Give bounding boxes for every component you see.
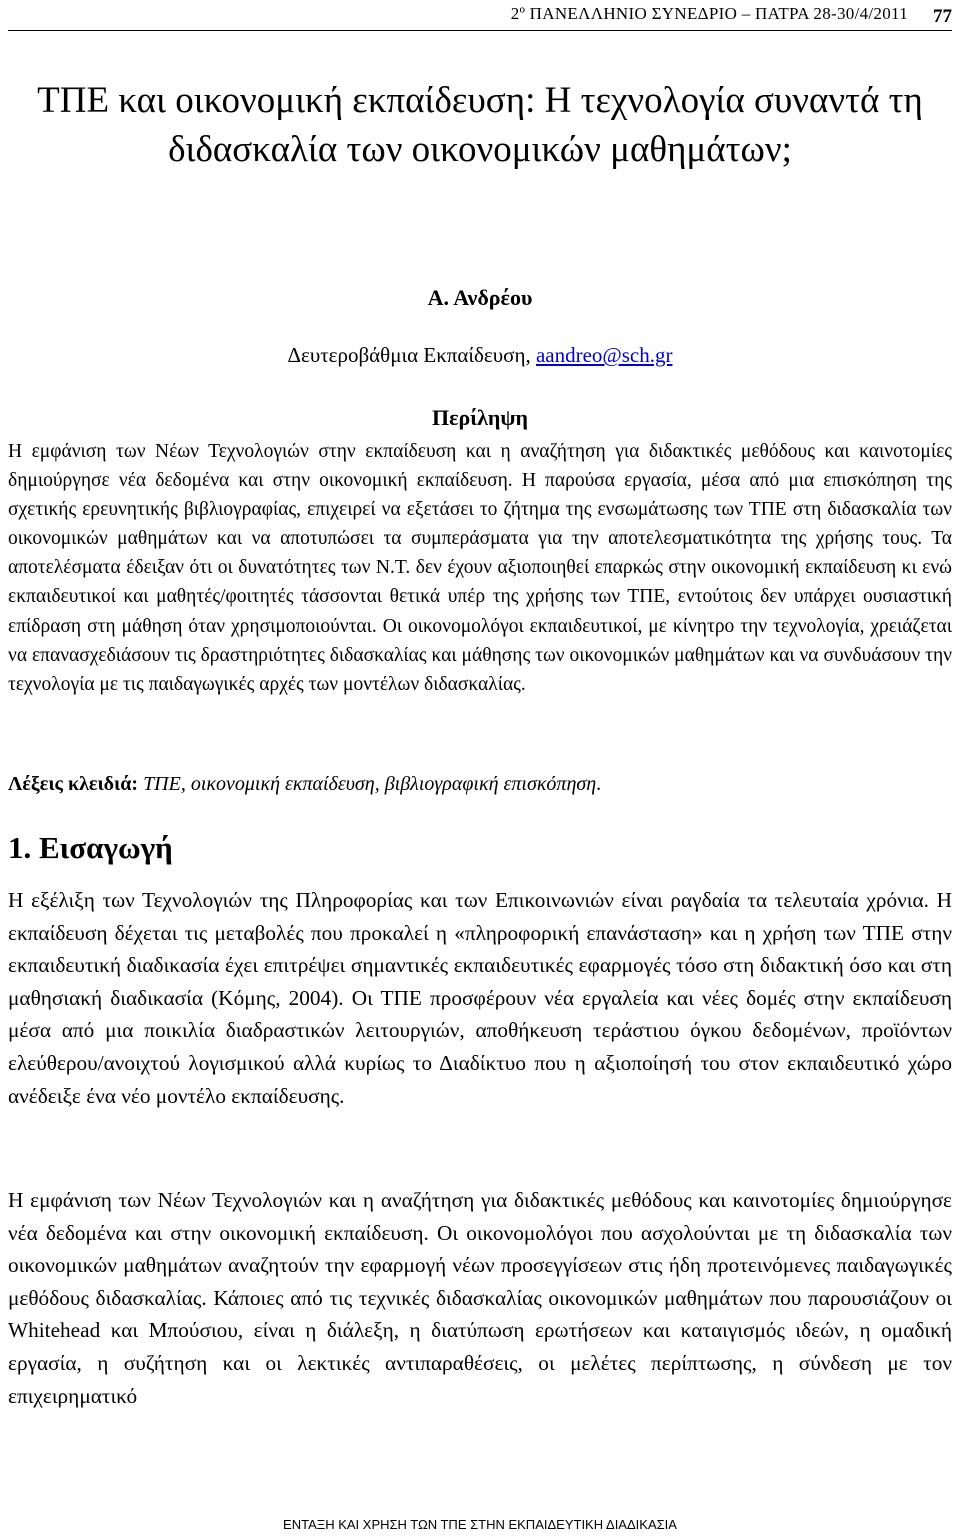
- paper-page: [8, 0, 952, 1536]
- section-heading: 1. Εισαγωγή: [8, 830, 173, 865]
- keywords-text: ΤΠΕ, οικονομική εκπαίδευση, βιβλιογραφική επισκόπηση: [143, 773, 597, 795]
- abstract-heading: Περίληψη: [431, 405, 529, 430]
- affiliation-text: Δευτεροβάθμια Εκπαίδευση,: [287, 343, 536, 367]
- running-footer: ΕΝΤΑΞΗ ΚΑΙ ΧΡΗΣΗ ΤΩΝ ΤΠΕ ΣΤΗΝ ΕΚΠΑΙΔΕΥΤΙΚΗ ΔΙΑΔΙΚΑΣΙΑ: [283, 1517, 677, 1532]
- body-paragraph: Η εμφάνιση των Νέων Τεχνολογιών και η αναζήτηση για διδακτικές μεθόδους και καινοτομίες δημιούργησε νέα δεδομένα και στην οικονομική εκπαίδευση. Οι οικονομολόγοι που ασχολούνται με τη διδασκαλία των οικονομικών μαθημάτων αναζητούν την εφαρμογή νέων προσεγγίσεων στις ήδη προτεινόμενες παιδαγωγικές μεθόδους διδασκαλίας. Κάποιες από τις τεχνικές διδασκαλίας οικονομικών μαθημάτων που παρουσιάζουν οι Whitehead και Μπούσιου, είναι η διάλεξη, η διατύπωση ερωτήσεων και καταιγισμός ιδεών, η ομαδική εργασία, η συζήτηση και οι λεκτικές αντιπαραθέσεις, οι μελέτες περίπτωσης, η σύνδεση με τον επιχειρηματικό: [8, 1188, 952, 1408]
- keywords: [8, 773, 952, 796]
- running-header: [8, 4, 952, 31]
- conference-name: 2º ΠΑΝΕΛΛΗΝΙΟ ΣΥΝΕΔΡΙΟ – ΠΑΤΡΑ 28-30/4/2011: [510, 4, 908, 23]
- keywords-label: Λέξεις κλειδιά:: [8, 773, 139, 795]
- author-email-link[interactable]: aandreo@sch.gr: [535, 343, 673, 367]
- abstract-text: Η εμφάνιση των Νέων Τεχνολογιών στην εκπαίδευση και η αναζήτηση για διδακτικές μεθόδους και καινοτομίες δημιούργησε νέα δεδομένα και στην οικονομική εκπαίδευση. Η παρούσα εργασία, μέσα από μια επισκόπηση της σχετικής ερευνητικής βιβλιογραφίας, επιχειρεί να εξετάσει το ζήτημα της ενσωμάτωσης των ΤΠΕ στη διδασκαλία των οικονομικών μαθημάτων και να αποτυπώσει τα συμπεράσματα για την αποτελεσματικότητα της χρήσης τους. Τα αποτελέσματα έδειξαν ότι οι δυνατότητες των Ν.Τ. δεν έχουν αξιοποιηθεί επαρκώς στην οικονομική εκπαίδευση κι ενώ εκπαιδευτικοί και μαθητές/φοιτητές τάσσονται θετικά υπέρ της χρήσης των ΤΠΕ, εντούτοις δεν υπάρχει ουσιαστική επίδραση στη μάθηση όταν χρησιμοποιούνται. Οι οικονομολόγοι εκπαιδευτικοί, με κίνητρο την τεχνολογία, χρειάζεται να επανασχεδιάσουν τις δραστηριότητες διδασκαλίας και μάθησης των οικονομικών μαθημάτων και να συνδυάσουν την τεχνολογία με τις παιδαγωγικές αρχές των μοντέλων διδασκαλίας.: [8, 441, 952, 695]
- author-name: Α. Ανδρέου: [427, 285, 533, 310]
- page-number: 77: [933, 6, 952, 27]
- body-paragraph: Η εξέλιξη των Τεχνολογιών της Πληροφορίας και των Επικοινωνιών είναι ραγδαία τα τελευταία χρόνια. Η εκπαίδευση δέχεται τις μεταβολές που προκαλεί η «πληροφορική επανάσταση» και η χρήση των ΤΠΕ στην εκπαιδευτική διαδικασία έχει επιτρέψει σημαντικές εκπαιδευτικές εφαρμογές τόσο στη διδακτική όσο και στη μαθησιακή διαδικασία (Κόμης, 2004). Οι ΤΠΕ προσφέρουν νέα εργαλεία και νέες δομές στην εκπαίδευση μέσα από μια ποικιλία διαδραστικών λειτουργιών, αποθήκευση τεράστιου όγκου δεδομένων, προϊόντων ελεύθερου/ανοιχτού λογισμικού αλλά κυρίως το Διαδίκτυο που η αξιοποίησή του στον εκπαιδευτικό χώρο ανέδειξε ένα νέο μοντέλο εκπαίδευσης.: [8, 888, 952, 1108]
- keywords-end: .: [596, 773, 602, 795]
- affiliation: [8, 343, 952, 368]
- paper-title: ΤΠΕ και οικονομική εκπαίδευση: Η τεχνολογία συναντά τη διδασκαλία των οικονομικών μαθημάτων;: [37, 80, 923, 170]
